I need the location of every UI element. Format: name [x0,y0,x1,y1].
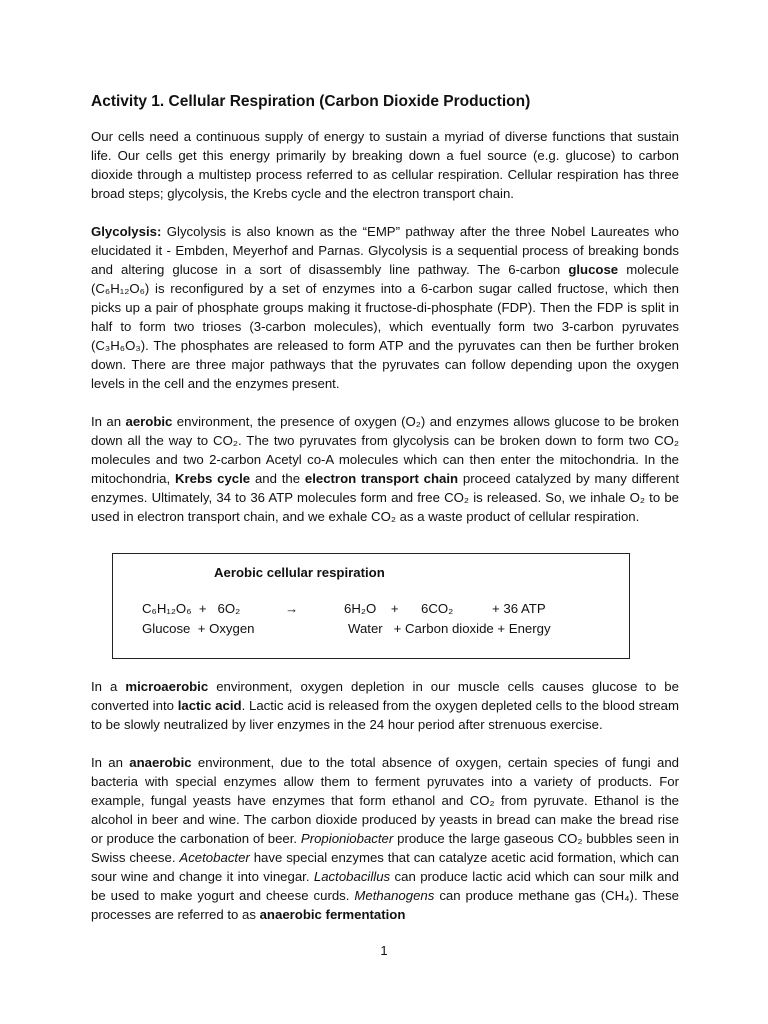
micro-text-3: . Lactic acid is released from the oxygen depleted cells to the blood stream to be slowly neutralized by liver enzymes in the 24 hour period after strenuous exercise. [91,698,679,732]
reactants-formula: C₆H₁₂O₆ + 6O₂ [142,601,241,616]
anaerobic-text-5: can produce lactic acid which can sour milk and be used to make yogurt and cheese curds. [91,869,679,903]
micro-text-2: environment, oxygen depletion in our muscle cells causes glucose to be converted into [91,679,679,713]
anaerobic-text-1: In an [91,755,130,770]
anaerobic-paragraph [91,753,679,924]
aerobic-paragraph [91,412,679,526]
reaction-arrow: → [285,601,299,616]
lactobacillus-term: Lactobacillus [313,869,391,884]
acetobacter-term: Acetobacter [179,850,250,865]
aerobic-text-2: environment, the presence of oxygen (O₂) and enzymes allows glucose to be broken down all the way to CO₂. The two pyruvates from glycolysis can be broken down to form two CO₂ molecules and two 2-carbon Acetyl co-A molecules which can then enter the mitochondria. In the mitochondria, [91,414,679,486]
propioniobacter-term: Propioniobacter [300,831,394,846]
water-formula: 6H₂O + [344,601,399,616]
equation-words-row [142,621,612,640]
equation-formula-row [142,601,612,620]
glycolysis-text-2: molecule (C₆H₁₂O₆) is reconfigured by a set of enzymes into a 6-carbon sugar called fructose, which then picks up a pair of phosphate groups making it fructose-di-phosphate (FDP). Then the FDP is split in half to form two trioses (3-carbon molecules), which eventually form two 3-carbon pyruvates (C₃H₆O₃). The phosphates are released to form ATP and the pyruvates can then be further broken down. There are three major pathways that the pyruvates can follow depending upon the oxygen levels in the cell and the enzymes present. [91,262,679,391]
aerobic-text-3: and the [250,471,305,486]
microaerobic-paragraph [91,677,679,734]
aerobic-term: aerobic [125,414,173,429]
co2-formula: 6CO₂ [421,601,454,616]
glycolysis-text-1: Glycolysis is also known as the “EMP” pathway after the three Nobel Laureates who elucidated it - Embden, Meyerhof and Parnas. Glycolysis is a sequential process of breaking bonds and altering glucose in a sort of disassembly line pathway. The 6-carbon [91,224,679,277]
anaerobic-term: anaerobic [129,755,192,770]
anaerobic-text-2: environment, due to the total absence of oxygen, certain species of fungi and bacteria with special enzymes allow them to ferment pyruvates into a variety of products. For example, fungal yeasts have enzymes that form ethanol and CO₂ from pyruvate. Ethanol is the alcohol in beer and wine. The carbon dioxide produced by yeasts in bread can make the bread rise or produce the carbonation of beer. [91,755,679,846]
micro-text-1: In a [91,679,126,694]
anaerobic-text-4: have special enzymes that can catalyze acetic acid formation, which can sour wine and change it into vinegar. [91,850,679,884]
document-page [91,92,679,545]
lactic-acid-term: lactic acid [177,698,242,713]
page-number: 1 [380,943,388,958]
etc-term: electron transport chain [304,471,459,486]
equation-title: Aerobic cellular respiration [214,565,385,580]
anaerobic-text-3: produce the large gaseous CO₂ bubbles seen in Swiss cheese. [91,831,679,865]
reactants-words: Glucose + Oxygen [142,621,255,636]
lower-section [91,677,679,943]
fermentation-term: anaerobic fermentation [259,907,406,922]
products-words: Water + Carbon dioxide + Energy [348,621,551,636]
page-title: Activity 1. Cellular Respiration (Carbon Dioxide Production) [91,93,531,110]
atp-formula: + 36 ATP [492,601,546,616]
microaerobic-term: microaerobic [125,679,209,694]
aerobic-text-4: proceed catalyzed by many different enzymes. Ultimately, 34 to 36 ATP molecules form and free CO₂ is released. So, we inhale O₂ to be used in electron transport chain, and we exhale CO₂ as a waste product of cellular respiration. [91,471,680,524]
intro-paragraph [91,127,679,203]
equation-box [112,553,630,659]
glycolysis-paragraph [91,222,679,393]
methanogens-term: Methanogens [354,888,435,903]
aerobic-text-1: In an [91,414,126,429]
anaerobic-text-6: can produce methane gas (CH₄). These processes are referred to as [91,888,679,922]
glycolysis-label: Glycolysis: [91,224,162,239]
glucose-term: glucose [568,262,619,277]
intro-text: Our cells need a continuous supply of energy to sustain a myriad of diverse functions that sustain life. Our cells get this energy primarily by breaking down a fuel source (e.g. glucose) to carbon dioxide through a multistep process referred to as cellular respiration. Cellular respiration has three broad steps; glycolysis, the Krebs cycle and the electron transport chain. [91,129,679,201]
krebs-term: Krebs cycle [174,471,251,486]
